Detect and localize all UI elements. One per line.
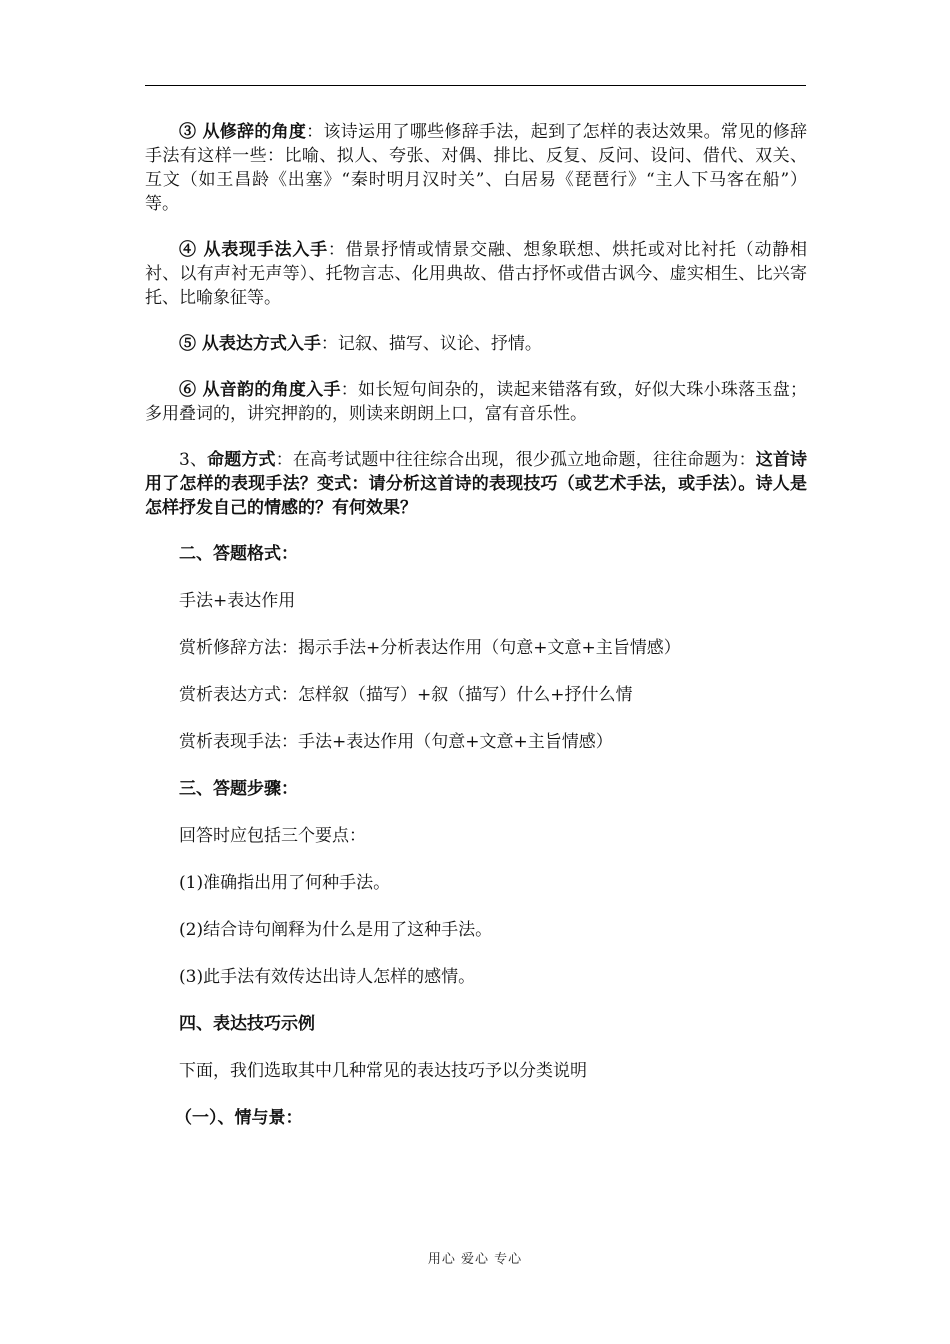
expression-text: ：记叙、描写、议论、抒情。 bbox=[320, 334, 542, 354]
page-content bbox=[145, 120, 807, 1130]
heading-answer-format: 二、答题格式： bbox=[179, 544, 298, 564]
format-line: 赏析表现手法：手法+表达作用（句意+文意+主旨情感） bbox=[179, 732, 613, 752]
header-rule bbox=[145, 85, 806, 86]
question-format-label: 命题方式 bbox=[207, 450, 276, 470]
expression-label: ⑤ 从表达方式入手 bbox=[179, 334, 321, 354]
question-format-bold: 这首诗用了怎样的表现手法？变式：请分析这首诗的表现技巧（或艺术手法，或手法）。诗人是怎样抒发自己的情感的？有何效果？ bbox=[145, 450, 808, 518]
question-format-paragraph bbox=[145, 448, 807, 520]
expression-paragraph bbox=[145, 332, 807, 356]
question-format-number: 3、 bbox=[179, 450, 208, 470]
format-line: 赏析表达方式：怎样叙（描写）+叙（描写）什么+抒什么情 bbox=[179, 685, 633, 705]
rhythm-label: ⑥ 从音韵的角度入手 bbox=[179, 380, 341, 400]
format-line: 赏析修辞方法：揭示手法+分析表达作用（句意+文意+主旨情感） bbox=[179, 638, 681, 658]
steps-intro: 回答时应包括三个要点： bbox=[179, 826, 366, 846]
subheading-emotion-scenery: （一）、情与景： bbox=[175, 1108, 303, 1128]
step-item: (2)结合诗句阐释为什么是用了这种手法。 bbox=[179, 920, 493, 940]
format-line: 手法+表达作用 bbox=[179, 591, 296, 611]
technique-text: ：借景抒情或情景交融、想象联想、烘托或对比衬托（动静相衬、以有声衬无声等）、托物言志、化用典故、借古抒怀或借古讽今、虚实相生、比兴寄托、比喻象征等。 bbox=[145, 240, 808, 308]
technique-label: ④ 从表现手法入手 bbox=[179, 240, 328, 260]
technique-paragraph bbox=[145, 238, 807, 310]
step-item: (3)此手法有效传达出诗人怎样的感情。 bbox=[179, 967, 476, 987]
rhetoric-text: ：该诗运用了哪些修辞手法，起到了怎样的表达效果。常见的修辞手法有这样一些：比喻、拟人、夸张、对偶、排比、反复、反问、设问、借代、双关、互文（如王昌龄《出塞》“秦时明月汉时关”、白居易《琵琶行》“主人下马客在船”）等。 bbox=[145, 122, 808, 214]
rhetoric-paragraph bbox=[145, 120, 807, 216]
heading-examples: 四、表达技巧示例 bbox=[179, 1014, 315, 1034]
examples-intro: 下面，我们选取其中几种常见的表达技巧予以分类说明 bbox=[179, 1061, 587, 1081]
step-item: (1)准确指出用了何种手法。 bbox=[179, 873, 391, 893]
rhythm-text: ：如长短句间杂的，读起来错落有致，好似大珠小珠落玉盘；多用叠词的，讲究押韵的，则读来朗朗上口，富有音乐性。 bbox=[145, 380, 807, 424]
rhythm-paragraph bbox=[145, 378, 807, 426]
heading-answer-steps: 三、答题步骤： bbox=[179, 779, 298, 799]
page-footer: 用心 爱心 专心 bbox=[427, 1252, 523, 1267]
question-format-text: ：在高考试题中往往综合出现，很少孤立地命题，往往命题为： bbox=[275, 450, 756, 470]
rhetoric-label: ③ 从修辞的角度 bbox=[179, 122, 307, 142]
